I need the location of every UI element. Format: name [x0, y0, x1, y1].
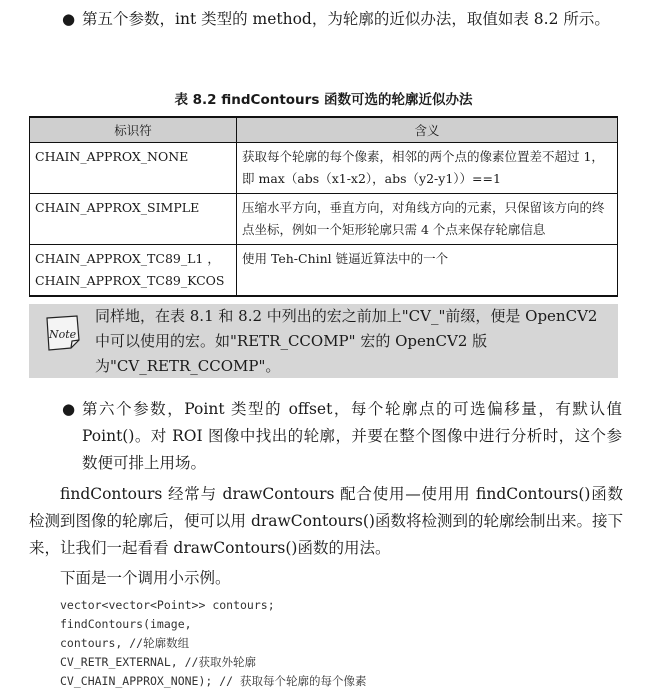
note-box — [29, 304, 618, 378]
code-line: vector<vector<Point>> contours; — [60, 598, 275, 612]
meaning-cell: 压缩水平方向，垂直方向，对角线方向的元素，只保留该方向的终点坐标，例如一个矩形轮廓只需 4 个点来保存轮廓信息 — [237, 194, 618, 245]
body-paragraph-intro: 下面是一个调用小示例。 — [60, 569, 231, 587]
table-row — [30, 143, 618, 194]
identifier-cell — [30, 194, 237, 245]
code-line: findContours(image, — [60, 617, 192, 631]
bullet-marker: ● — [62, 400, 76, 418]
note-icon-label: Note — [49, 328, 77, 341]
identifier-text: CHAIN_APPROX_SIMPLE — [35, 200, 200, 215]
bullet-marker: ● — [62, 10, 76, 28]
identifier-text: CHAIN_APPROX_TC89_L1 ， — [35, 251, 220, 266]
identifier-cell — [30, 143, 237, 194]
table-row — [30, 245, 618, 297]
identifier-cell — [30, 245, 237, 297]
header-meaning: 含义 — [237, 117, 618, 143]
identifier-text: CHAIN_APPROX_NONE — [35, 149, 189, 164]
note-text: 同样地，在表 8.1 和 8.2 中列出的宏之前加上"CV_"前缀，便是 OpenCV2 中可以使用的宏。如"RETR_CCOMP" 宏的 OpenCV2 版为"CV_RETR_CCOMP"。 — [95, 307, 598, 375]
approx-method-table — [29, 116, 618, 297]
code-line: contours, //轮廓数组 — [60, 636, 190, 650]
meaning-cell: 获取每个轮廓的每个像素，相邻的两个点的像素位置差不超过 1，即 max（abs（x1-x2），abs（y2-y1））==1 — [237, 143, 618, 194]
code-line: CV_CHAIN_APPROX_NONE); // 获取每个轮廓的每个像素 — [60, 674, 367, 688]
code-line: CV_RETR_EXTERNAL, //获取外轮廓 — [60, 655, 256, 669]
code-block — [60, 596, 367, 691]
bullet-text: 第五个参数，int 类型的 method，为轮廓的近似办法，取值如表 8.2 所示。 — [82, 10, 610, 28]
body-paragraph: findContours 经常与 drawContours 配合使用—使用用 findContours()函数检测到图像的轮廓后，便可以用 drawContours()函数将检测到的轮廓绘制出来。接下来，让我们一起看看 drawContours()函数的用法。 — [29, 485, 623, 557]
bullet-text: 第六个参数，Point 类型的 offset，每个轮廓点的可选偏移量，有默认值 Point()。对 ROI 图像中找出的轮廓，并要在整个图像中进行分析时，这个参数便可排上用场。 — [82, 400, 622, 472]
meaning-cell: 使用 Teh-Chinl 链逼近算法中的一个 — [237, 245, 618, 297]
header-identifier: 标识符 — [30, 117, 237, 143]
identifier-text: CHAIN_APPROX_TC89_KCOS — [35, 273, 225, 288]
table-caption: 表 8.2 findContours 函数可选的轮廓近似办法 — [174, 92, 473, 108]
bullet-offset-param — [62, 396, 622, 477]
bullet-method-param — [62, 6, 622, 33]
note-icon — [41, 312, 83, 352]
table-row — [30, 194, 618, 245]
table-header-row — [30, 117, 618, 143]
